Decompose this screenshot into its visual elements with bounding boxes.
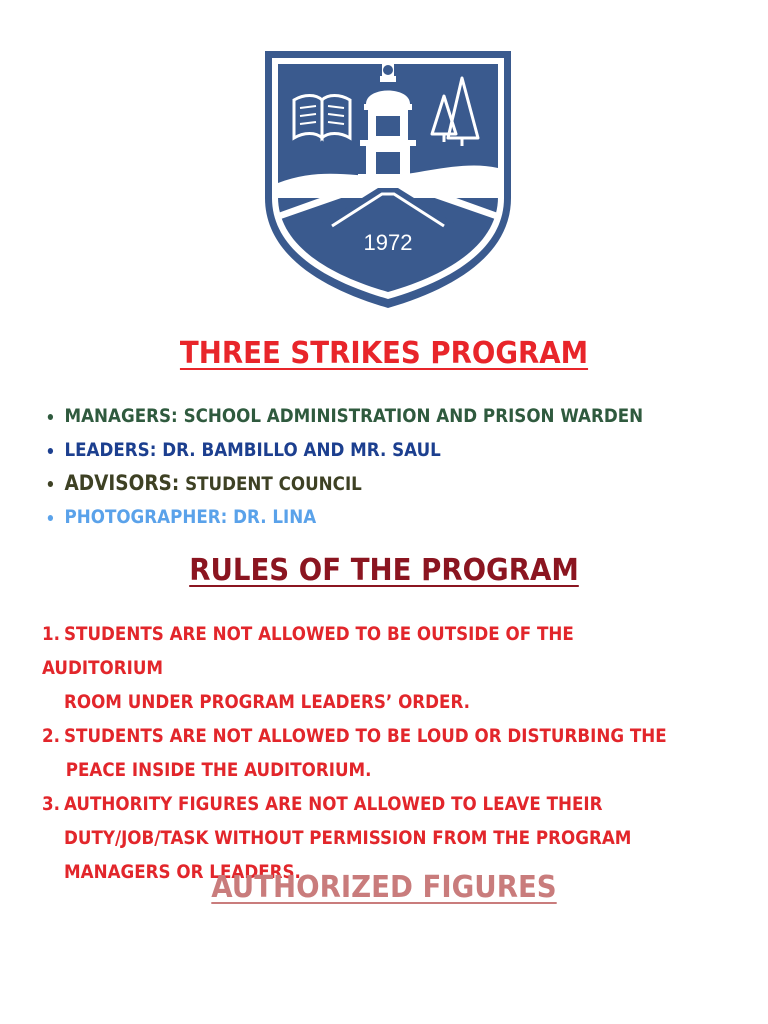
bullet (48, 448, 53, 454)
rule-text-line: MANAGERS OR LEADERS. (64, 861, 301, 883)
crest-year: 1972 (363, 230, 413, 255)
rule-number: 2. (42, 725, 60, 747)
role-label: PHOTOGRAPHER: (64, 505, 228, 528)
school-crest (262, 48, 514, 310)
page-title (31, 336, 738, 371)
bullet (48, 515, 53, 521)
rule-text-line: PEACE INSIDE THE AUDITORIUM. (65, 759, 372, 781)
role-value: DR. BAMBILLO AND MR. SAUL (162, 438, 441, 461)
role-value: SCHOOL ADMINISTRATION AND PRISON WARDEN (183, 405, 644, 427)
rule-text-line: STUDENTS ARE NOT ALLOWED TO BE OUTSIDE OF THE AUDITORIUM (42, 623, 574, 679)
role-managers (46, 400, 643, 434)
role-value: DR. LINA (233, 505, 317, 528)
rule-item (42, 617, 693, 719)
rule-text-line: STUDENTS ARE NOT ALLOWED TO BE LOUD OR DISTURBING THE (64, 725, 667, 747)
rules-list (42, 617, 768, 889)
role-label: ADVISORS: (64, 471, 180, 495)
shield-logo (262, 48, 514, 310)
rule-text-line: DUTY/JOB/TASK WITHOUT PERMISSION FROM THE PROGRAM (64, 827, 632, 849)
role-leaders (46, 434, 643, 468)
authorized-figures-heading-text: AUTHORIZED FIGURES (211, 870, 557, 905)
role-label: LEADERS: (64, 438, 157, 461)
bullet (48, 481, 53, 487)
rule-number: 3. (42, 793, 60, 815)
role-photographer (46, 501, 643, 535)
bullet (48, 414, 53, 420)
rule-number: 1. (42, 623, 60, 645)
rule-item (42, 719, 693, 787)
rule-text-line: AUTHORITY FIGURES ARE NOT ALLOWED TO LEAVE THEIR (64, 793, 603, 815)
rules-heading-text: RULES OF THE PROGRAM (189, 553, 579, 588)
roles-list (46, 400, 725, 534)
page-title-text: THREE STRIKES PROGRAM (179, 336, 589, 371)
role-advisors (46, 467, 643, 501)
rules-heading (31, 553, 738, 588)
role-label: MANAGERS: (64, 405, 178, 427)
role-value: STUDENT COUNCIL (185, 473, 362, 495)
rule-text-line: ROOM UNDER PROGRAM LEADERS’ ORDER. (64, 691, 471, 713)
authorized-figures-heading (31, 870, 738, 905)
